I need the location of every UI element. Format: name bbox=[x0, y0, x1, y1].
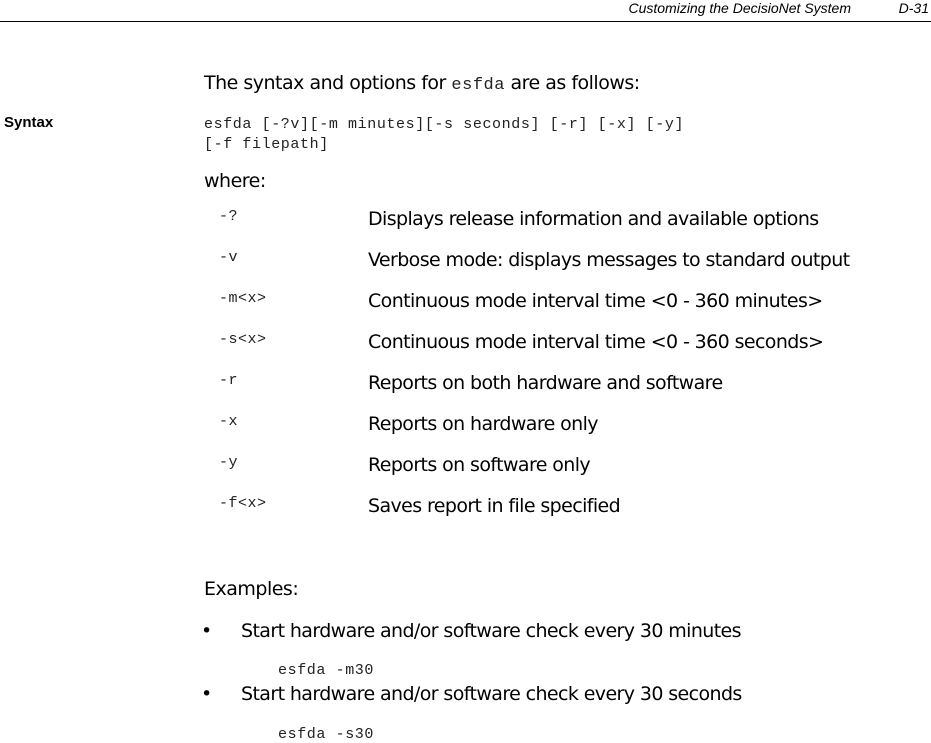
option-flag: -r bbox=[219, 372, 239, 389]
syntax-label: Syntax bbox=[4, 114, 54, 131]
option-flag: -f<x> bbox=[219, 495, 267, 512]
option-row bbox=[0, 372, 931, 402]
option-description: Reports on both hardware and software bbox=[368, 372, 723, 394]
syntax-line-1: esfda [-?v][-m minutes][-s seconds] [-r] [-x] [-y] bbox=[204, 116, 685, 133]
option-description: Continuous mode interval time <0 - 360 minutes> bbox=[368, 290, 823, 312]
option-flag: -y bbox=[219, 454, 239, 471]
examples-heading: Examples: bbox=[204, 578, 299, 600]
intro-text-after: are as follows: bbox=[504, 72, 640, 94]
option-flag: -? bbox=[219, 208, 239, 225]
example-description: Start hardware and/or software check every 30 minutes bbox=[241, 620, 741, 642]
option-description: Reports on software only bbox=[368, 454, 591, 476]
page-header bbox=[0, 0, 931, 22]
option-description: Saves report in file specified bbox=[368, 495, 621, 517]
header-title: Customizing the DecisioNet System bbox=[628, 0, 851, 16]
option-flag: -s<x> bbox=[219, 331, 267, 348]
option-description: Reports on hardware only bbox=[368, 413, 598, 435]
option-flag: -x bbox=[219, 413, 239, 430]
syntax-line-2: [-f filepath] bbox=[204, 136, 329, 153]
option-description: Continuous mode interval time <0 - 360 seconds> bbox=[368, 331, 824, 353]
intro-command: esfda bbox=[451, 76, 505, 95]
option-description: Displays release information and available options bbox=[368, 208, 819, 230]
example-code: esfda -s30 bbox=[278, 726, 375, 743]
option-row bbox=[0, 413, 931, 443]
option-description: Verbose mode: displays messages to standard output bbox=[368, 249, 850, 271]
bullet-icon: • bbox=[201, 620, 213, 642]
page-number: D-31 bbox=[898, 0, 929, 16]
option-flag: -m<x> bbox=[219, 290, 267, 307]
intro-sentence bbox=[204, 72, 640, 95]
option-row bbox=[0, 454, 931, 484]
option-row bbox=[0, 331, 931, 361]
where-label: where: bbox=[204, 170, 266, 192]
option-row bbox=[0, 495, 931, 525]
example-code: esfda -m30 bbox=[278, 662, 375, 679]
option-row bbox=[0, 290, 931, 320]
option-row bbox=[0, 208, 931, 238]
example-description: Start hardware and/or software check every 30 seconds bbox=[241, 683, 742, 705]
bullet-icon: • bbox=[201, 683, 213, 705]
option-row bbox=[0, 249, 931, 279]
intro-text-before: The syntax and options for bbox=[204, 72, 452, 94]
option-flag: -v bbox=[219, 249, 239, 266]
